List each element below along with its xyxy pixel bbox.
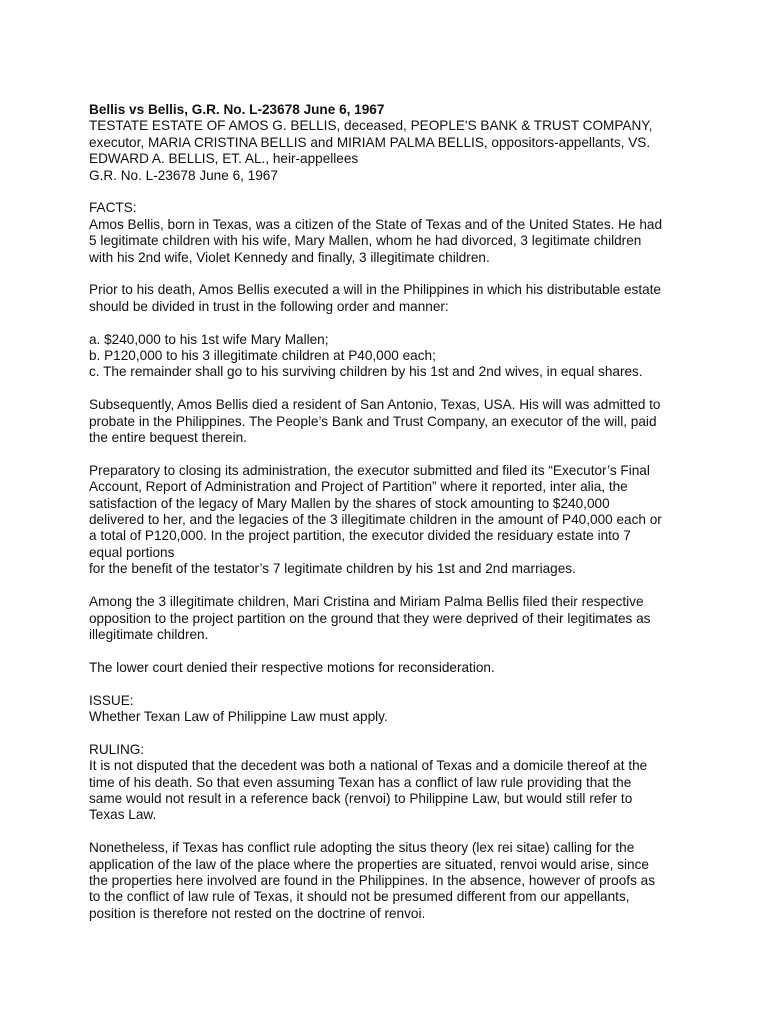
paragraph-gap: [89, 725, 689, 741]
paragraph-gap: [89, 676, 689, 692]
ruling-line: Texas Law.: [89, 807, 157, 823]
facts-line: a total of P120,000. In the project partition, the executor divided the residuary estate into 7: [89, 528, 631, 544]
facts-line: probate in the Philippines. The People’s Bank and Trust Company, an executor of the will, paid: [89, 413, 657, 429]
paragraph-gap: [89, 381, 689, 397]
caption-line: TESTATE ESTATE OF AMOS G. BELLIS, deceased, PEOPLE'S BANK & TRUST COMPANY,: [89, 118, 653, 134]
paragraph-gap: [89, 643, 689, 659]
facts-line: Account, Report of Administration and Project of Partition” where it reported, inter alia, the: [89, 479, 628, 495]
facts-line: Among the 3 illegitimate children, Mari Cristina and Miriam Palma Bellis filed their respective: [89, 594, 644, 610]
facts-line: delivered to her, and the legacies of the 3 illegitimate children in the amount of P40,000 each or: [89, 512, 662, 528]
facts-line: illegitimate children.: [89, 626, 209, 642]
paragraph-gap: [89, 184, 689, 200]
document-title: Bellis vs Bellis, G.R. No. L-23678 June 6, 1967: [89, 102, 385, 117]
paragraph-gap: [89, 315, 689, 331]
ruling-line: position is therefore not rested on the doctrine of renvoi.: [89, 905, 426, 921]
document-body: [89, 102, 689, 922]
facts-line: with his 2nd wife, Violet Kennedy and finally, 3 illegitimate children.: [89, 249, 490, 265]
facts-line: the entire bequest therein.: [89, 430, 247, 446]
facts-line: opposition to the project partition on the ground that they were deprived of their legitimates as: [89, 610, 651, 626]
facts-heading: FACTS:: [89, 200, 137, 216]
facts-line: The lower court denied their respective motions for reconsideration.: [89, 659, 495, 675]
facts-line: Preparatory to closing its administration, the executor submitted and filed its “Executor’s Final: [89, 462, 650, 478]
paragraph-gap: [89, 266, 689, 282]
ruling-line: same would not result in a reference back (renvoi) to Philippine Law, but would still refer to: [89, 790, 633, 806]
ruling-heading: RULING:: [89, 741, 145, 757]
list-item: b. P120,000 to his 3 illegitimate children at P40,000 each;: [89, 348, 436, 364]
caption-line: EDWARD A. BELLIS, ET. AL., heir-appellees: [89, 151, 359, 167]
facts-line: equal portions: [89, 544, 175, 560]
ruling-line: It is not disputed that the decedent was both a national of Texas and a domicile thereof at the: [89, 758, 648, 774]
list-item: c. The remainder shall go to his surviving children by his 1st and 2nd wives, in equal shares.: [89, 364, 643, 380]
facts-line: Prior to his death, Amos Bellis executed a will in the Philippines in which his distributable estate: [89, 282, 661, 298]
paragraph-gap: [89, 446, 689, 462]
paragraph-gap: [89, 578, 689, 594]
facts-line: satisfaction of the legacy of Mary Mallen by the shares of stock amounting to $240,000: [89, 495, 610, 511]
ruling-line: Nonetheless, if Texas has conflict rule adopting the situs theory (lex rei sitae) calling for the: [89, 840, 635, 856]
caption-line: G.R. No. L-23678 June 6, 1967: [89, 167, 278, 183]
facts-line: Amos Bellis, born in Texas, was a citizen of the State of Texas and of the United States. He had: [89, 216, 663, 232]
list-item: a. $240,000 to his 1st wife Mary Mallen;: [89, 331, 329, 347]
facts-line: for the benefit of the testator’s 7 legitimate children by his 1st and 2nd marriages.: [89, 561, 576, 577]
paragraph-gap: [89, 824, 689, 840]
caption-line: executor, MARIA CRISTINA BELLIS and MIRIAM PALMA BELLIS, oppositors-appellants, VS.: [89, 134, 651, 150]
ruling-line: application of the law of the place where the properties are situated, renvoi would arise, since: [89, 856, 649, 872]
facts-line: should be divided in trust in the following order and manner:: [89, 298, 449, 314]
ruling-line: to the conflict of law rule of Texas, it should not be presumed different from our appellants,: [89, 889, 630, 905]
facts-line: 5 legitimate children with his wife, Mary Mallen, whom he had divorced, 3 legitimate children: [89, 233, 642, 249]
issue-heading: ISSUE:: [89, 692, 134, 708]
ruling-line: the properties here involved are found in the Philippines. In the absence, however of proofs as: [89, 872, 656, 888]
issue-text: Whether Texan Law of Philippine Law must apply.: [89, 708, 388, 724]
facts-line: Subsequently, Amos Bellis died a resident of San Antonio, Texas, USA. His will was admitted to: [89, 397, 661, 413]
ruling-line: time of his death. So that even assuming Texan has a conflict of law rule providing that the: [89, 774, 632, 790]
